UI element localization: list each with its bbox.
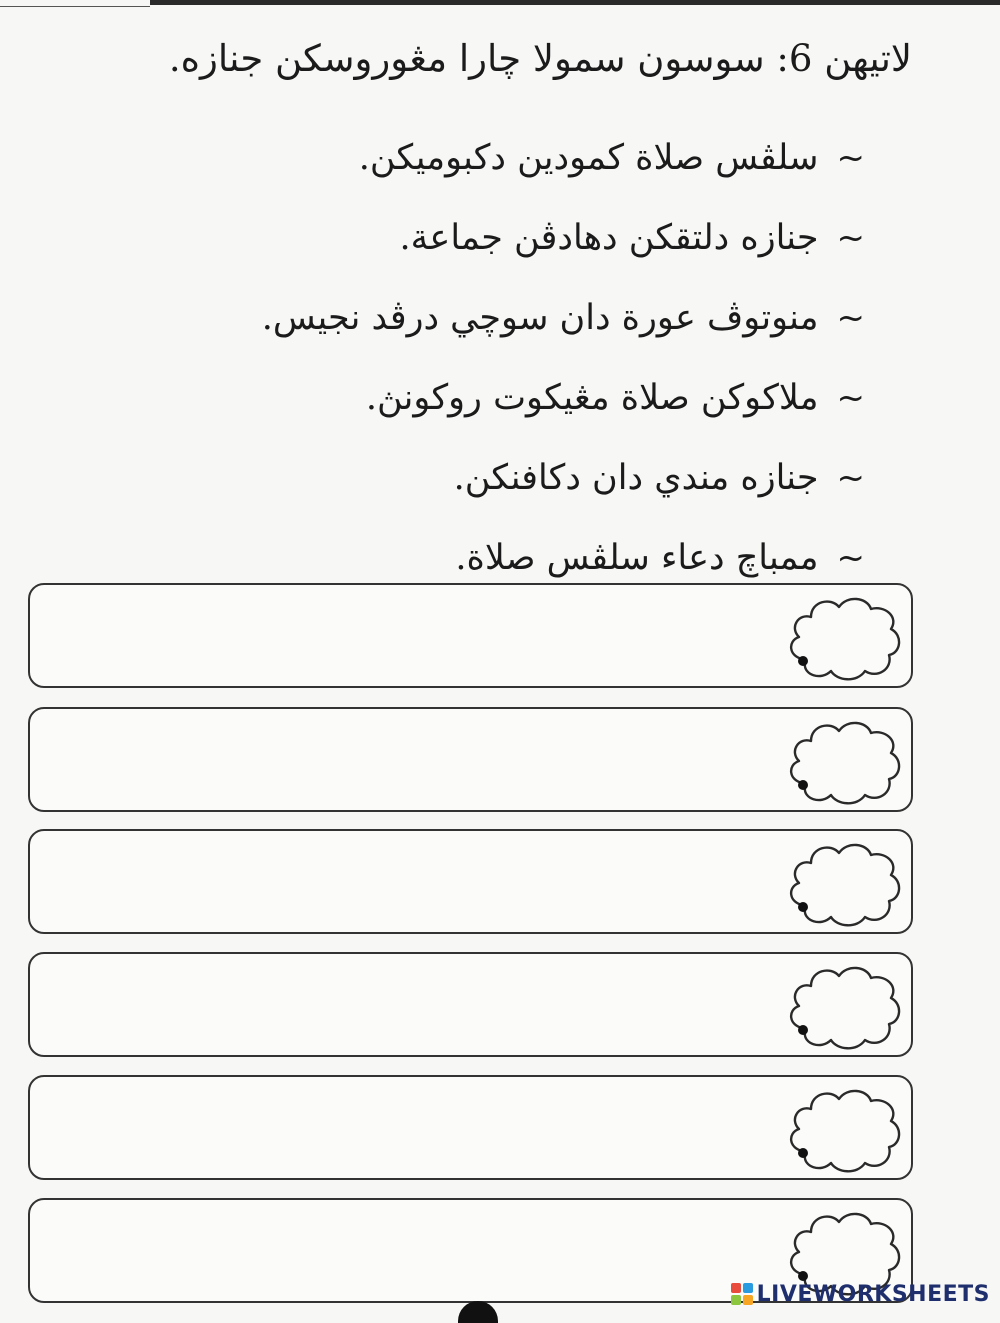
step-text: سلڤس صلاة كمودين دكبوميكن. (358, 138, 819, 178)
brand-name: LIVEWORKSHEETS (756, 1281, 990, 1307)
answer-box-3[interactable] (28, 829, 913, 934)
cloud-icon (781, 589, 907, 685)
step-text: جنازه مندي دان دكافنكن. (453, 458, 819, 498)
answer-box-4[interactable] (28, 952, 913, 1057)
step-text: ملاكوكن صلاة مڠيكوت روكونڽ. (365, 378, 819, 418)
step-list (262, 118, 865, 598)
cloud-icon (781, 713, 907, 809)
liveworksheets-logo-icon (731, 1283, 753, 1305)
bullet-tilde: ~ (836, 298, 865, 338)
step-item (262, 278, 865, 358)
exercise-title: لاتيهن 6: سوسون سمولا چارا مڠوروسكن جنازه. (168, 37, 912, 80)
answer-box-2[interactable] (28, 707, 913, 812)
bullet-tilde: ~ (836, 458, 865, 498)
step-item (262, 198, 865, 278)
step-text: منوتوڤ عورة دان سوچي درڤد نجيس. (261, 298, 819, 338)
step-item (262, 118, 865, 198)
top-border-gap (0, 0, 150, 7)
step-text: جنازه دلتقكن دهادڤن جماعة. (399, 218, 819, 258)
bullet-tilde: ~ (836, 138, 865, 178)
top-border (0, 0, 1000, 5)
cloud-icon (781, 835, 907, 931)
bottom-decoration (458, 1301, 498, 1323)
answer-box-5[interactable] (28, 1075, 913, 1180)
bullet-tilde: ~ (836, 218, 865, 258)
footer-brand (731, 1279, 990, 1309)
step-item (262, 438, 865, 518)
cloud-icon (781, 1081, 907, 1177)
step-item (262, 358, 865, 438)
answer-box-1[interactable] (28, 583, 913, 688)
cloud-icon (781, 958, 907, 1054)
bullet-tilde: ~ (836, 378, 865, 418)
bullet-tilde: ~ (836, 538, 865, 578)
step-text: ممباچ دعاء سلڤس صلاة. (455, 538, 819, 578)
